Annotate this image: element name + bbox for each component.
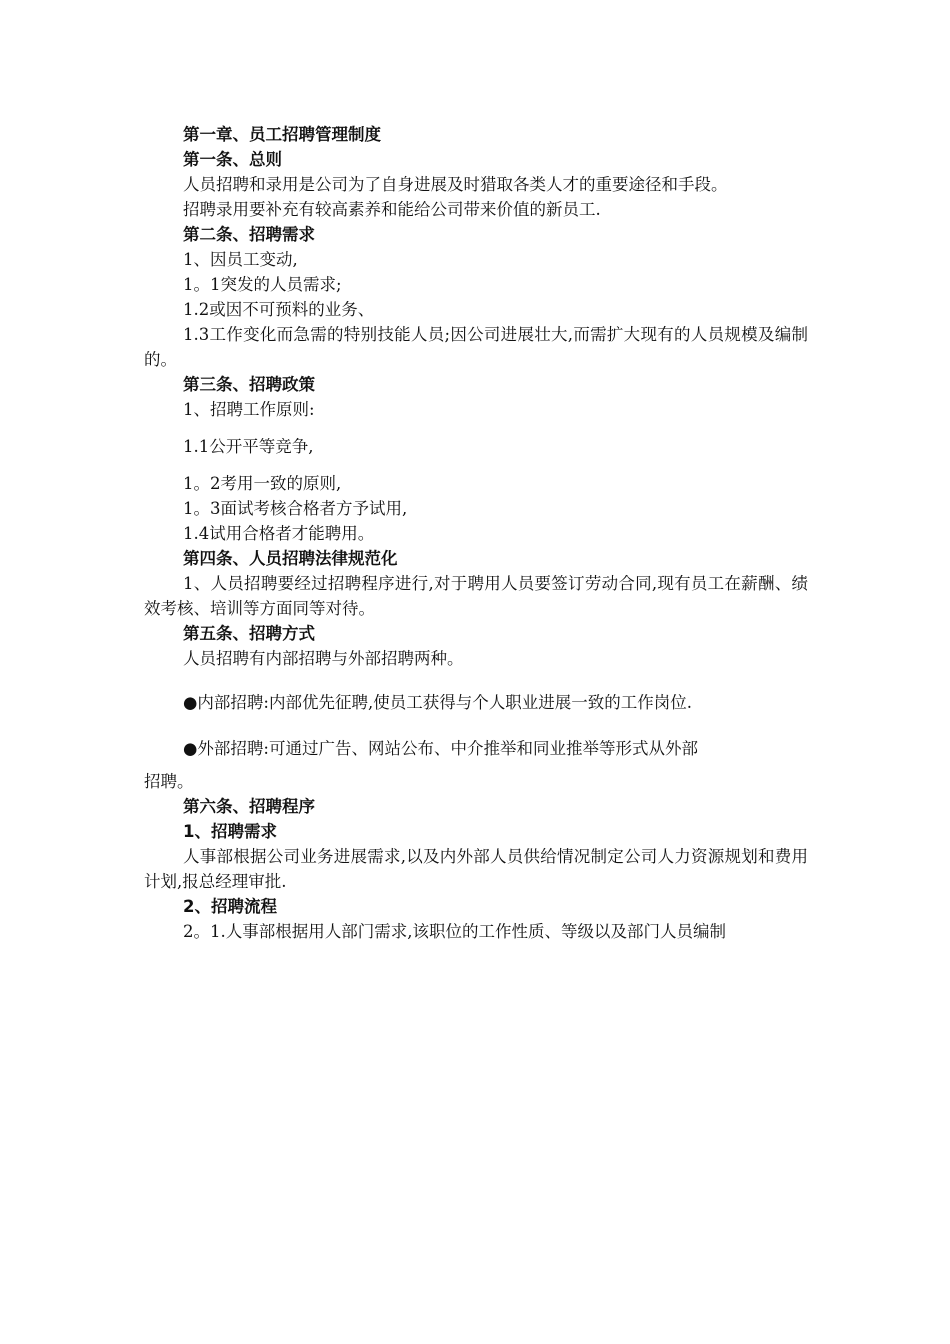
article-1-paragraph-1: 人员招聘和录用是公司为了自身进展及时猎取各类人才的重要途径和手段。 xyxy=(183,175,728,194)
article-4-title: 第四条、人员招聘法律规范化 xyxy=(183,549,398,568)
article-6-section-2-paragraph: 2。1.人事部根据用人部门需求,该职位的工作性质、等级以及部门人员编制 xyxy=(183,922,726,941)
article-6-section-2-title: 2、招聘流程 xyxy=(183,897,277,916)
article-3-title: 第三条、招聘政策 xyxy=(183,375,315,394)
article-3-item-1: 1、招聘工作原则: xyxy=(183,400,315,419)
article-3-item-2: 1.1公开平等竞争, xyxy=(183,437,314,456)
article-5-title: 第五条、招聘方式 xyxy=(183,624,315,643)
article-2-item-3: 1.2或因不可预料的业务、 xyxy=(183,300,375,319)
article-3-item-3: 1。2考用一致的原则, xyxy=(183,474,342,493)
article-2-title: 第二条、招聘需求 xyxy=(183,225,315,244)
article-2-item-2: 1。1突发的人员需求; xyxy=(183,275,342,294)
article-1-paragraph-2: 招聘录用要补充有较高素养和能给公司带来价值的新员工. xyxy=(183,200,601,219)
article-6-title: 第六条、招聘程序 xyxy=(183,797,315,816)
article-3-item-5: 1.4试用合格者才能聘用。 xyxy=(183,524,375,543)
article-1-title: 第一条、总则 xyxy=(183,150,282,169)
article-2-item-1: 1、因员工变动, xyxy=(183,250,298,269)
article-6-section-1-paragraph: 人事部根据公司业务进展需求,以及内外部人员供给情况制定公司人力资源规划和费用计划,报总经理审批. xyxy=(144,847,808,891)
document-page xyxy=(144,122,808,944)
article-5-paragraph-1: 人员招聘有内部招聘与外部招聘两种。 xyxy=(183,649,464,668)
article-5-bullet-internal: ●内部招聘:内部优先征聘,使员工获得与个人职业进展一致的工作岗位. xyxy=(183,693,692,712)
article-4-paragraph-1: 1、人员招聘要经过招聘程序进行,对于聘用人员要签订劳动合同,现有员工在薪酬、绩效考核、培训等方面同等对待。 xyxy=(144,574,808,618)
article-6-section-1-title: 1、招聘需求 xyxy=(183,822,277,841)
article-3-item-4: 1。3面试考核合格者方予试用, xyxy=(183,499,408,518)
article-5-bullet-external-continued: 招聘。 xyxy=(144,772,194,791)
article-2-item-4: 1.3工作变化而急需的特别技能人员;因公司进展壮大,而需扩大现有的人员规模及编制的。 xyxy=(144,325,808,369)
article-5-bullet-external: ●外部招聘:可通过广告、网站公布、中介推举和同业推举等形式从外部 xyxy=(183,739,698,758)
chapter-title: 第一章、员工招聘管理制度 xyxy=(183,125,381,144)
